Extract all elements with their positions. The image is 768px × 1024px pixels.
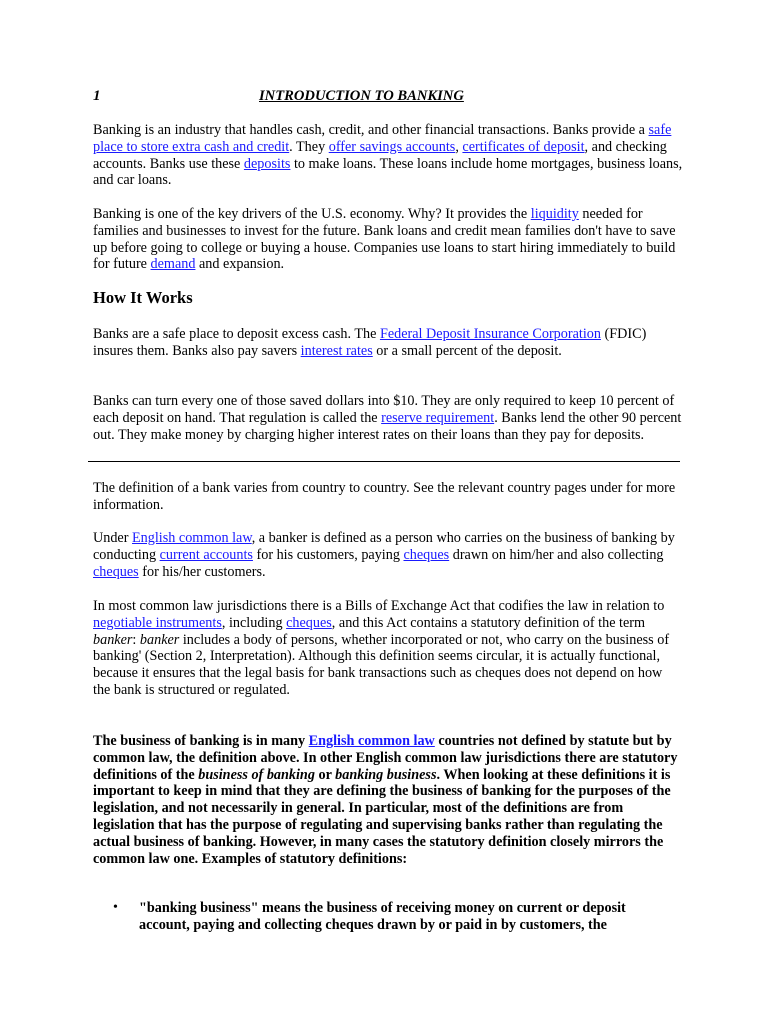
link-savings-accounts[interactable]: offer savings accounts — [328, 138, 456, 155]
link-demand[interactable]: demand — [150, 256, 196, 273]
text-run: (FDIC) insures them. Banks also pay savers — [93, 326, 647, 359]
text-run: The definition of a bank varies from country to country. See the relevant country pages under for more information. — [93, 480, 676, 513]
text-run: Banking is one of the key drivers of the U.S. economy. Why? It provides the — [93, 206, 531, 222]
link-certificates-of-deposit[interactable]: certificates of deposit — [462, 138, 585, 155]
italic-term: banking business — [335, 766, 437, 783]
italic-term: banker — [93, 631, 133, 648]
paragraph-common-law — [93, 530, 683, 580]
chapter-title: INTRODUCTION TO BANKING — [259, 88, 464, 104]
bullet-item-banking-business: "banking business" means the business of receiving money on current or deposit account, paying and collecting cheques drawn by or paid in by customers, the — [139, 900, 626, 933]
link-liquidity[interactable]: liquidity — [530, 206, 579, 222]
paragraph-business-of-banking — [93, 733, 683, 867]
text-run: . They — [289, 138, 329, 155]
text-run: Banks are a safe place to deposit excess cash. The — [93, 326, 380, 342]
italic-term: banker — [139, 631, 180, 648]
text-run: , including — [221, 614, 287, 631]
link-fdic[interactable]: Federal Deposit Insurance Corporation — [379, 326, 601, 342]
text-run: drawn on him/her and also collecting — [449, 546, 664, 563]
link-cheques[interactable]: cheques — [286, 614, 332, 631]
link-english-common-law[interactable]: English common law — [132, 530, 252, 546]
text-run: needed for families and businesses to invest for the future. Bank loans and credit mean families don't have to save up before going to college or buying a house. Companies use loans to start hiring immediately to build for future — [93, 206, 676, 273]
text-run: , a banker is defined as a person who carries on the business of banking by conducting — [93, 530, 675, 563]
italic-term: business of banking — [198, 766, 315, 783]
horizontal-divider — [88, 461, 680, 462]
paragraph-bills-of-exchange — [93, 598, 683, 699]
bullet-marker: • — [113, 900, 118, 915]
link-current-accounts[interactable]: current accounts — [159, 546, 253, 563]
text-run: for his/her customers. — [138, 563, 266, 580]
text-run: for his customers, paying — [252, 546, 404, 563]
text-run: includes a body of persons, whether incorporated or not, who carry on the business of banking' (Section 2, Interpretation). Although this definition seems circular, it is actually functional, because it ensures that the legal basis for bank transactions such as cheques does not depend on how the bank is structured or regulated. — [93, 631, 670, 698]
text-run: , and checking accounts. Banks use these — [93, 138, 667, 172]
text-run: , — [455, 138, 463, 155]
text-run: and expansion. — [195, 256, 285, 273]
link-reserve-requirement[interactable]: reserve requirement — [381, 409, 495, 426]
link-interest-rates[interactable]: interest rates — [300, 342, 373, 359]
text-run: Banking is an industry that handles cash, credit, and other financial transactions. Banks provide a — [93, 122, 649, 138]
link-negotiable-instruments[interactable]: negotiable instruments — [93, 614, 222, 631]
text-run: : — [132, 631, 140, 648]
paragraph-reserve — [93, 393, 683, 443]
text-run: countries not defined by statute but by common law, the definition above. In other English common law jurisdictions there are statutory definitions of the — [93, 733, 678, 783]
text-run: , and this Act contains a statutory definition of the term — [331, 614, 646, 631]
text-run: or a small percent of the deposit. — [372, 342, 562, 359]
text-run: . When looking at these definitions it is important to keep in mind that they are defining the business of banking for the purposes of the legislation, and not necessarily in general. In particular, most of the definitions are from legislation that has the purpose of regulating and supervising banks rather than regulating the actual business of banking. However, in many cases the statutory definition closely mirrors the common law one. Examples of statutory definitions: — [93, 766, 671, 867]
paragraph-safe-place — [93, 326, 683, 360]
section-heading: How It Works — [93, 288, 193, 307]
link-safe-place[interactable]: safe place to store extra cash and credit — [93, 122, 672, 155]
link-english-common-law[interactable]: English common law — [308, 733, 435, 749]
paragraph-definition — [93, 480, 683, 514]
text-run: The business of banking is in many — [93, 733, 309, 749]
text-run: Banks can turn every one of those saved dollars into $10. They are only required to keep 10 percent of each deposit on hand. That regulation is called the — [93, 393, 675, 426]
link-cheques[interactable]: cheques — [403, 546, 450, 563]
link-cheques[interactable]: cheques — [93, 563, 139, 580]
text-run: or — [314, 766, 336, 783]
paragraph-economy — [93, 206, 683, 273]
chapter-number: 1 — [93, 88, 101, 104]
text-run: Under — [93, 530, 133, 546]
text-run: to make loans. These loans include home mortgages, business loans, and car loans. — [93, 155, 683, 189]
link-deposits[interactable]: deposits — [243, 155, 291, 172]
text-run: In most common law jurisdictions there is a Bills of Exchange Act that codifies the law in relation to — [93, 598, 665, 614]
paragraph-banking-intro — [93, 122, 683, 189]
text-run: . Banks lend the other 90 percent out. They make money by charging higher interest rates on their loans than they pay for deposits. — [93, 409, 682, 443]
